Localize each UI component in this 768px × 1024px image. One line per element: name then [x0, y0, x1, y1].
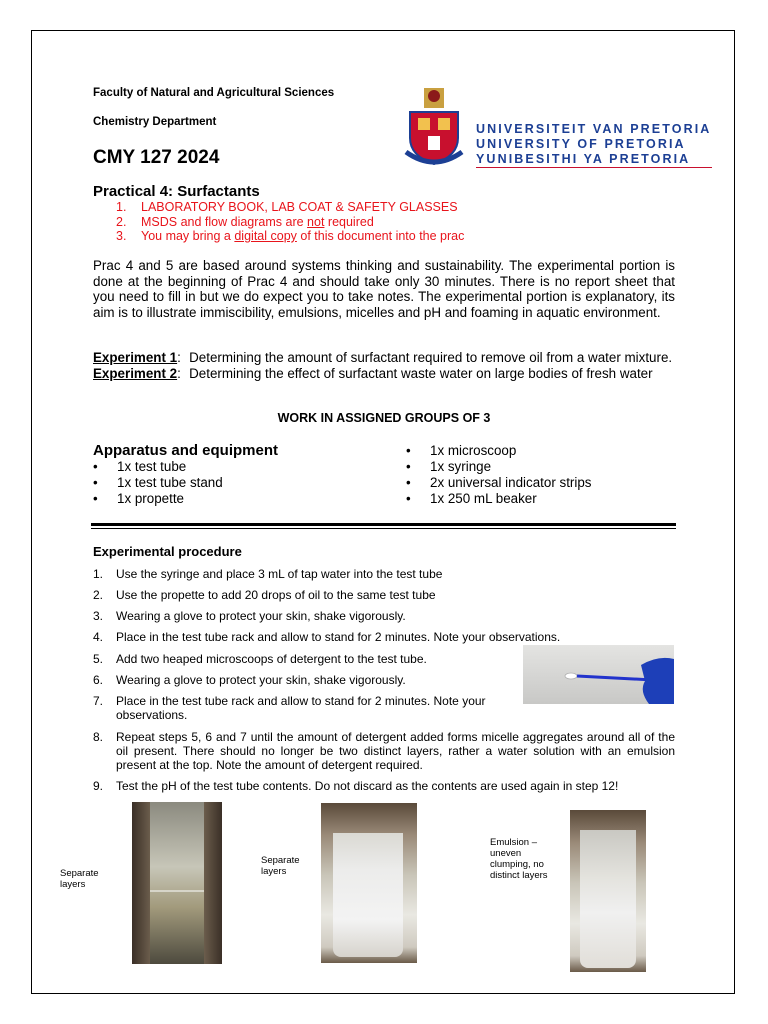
experiment-label: Experiment 2 — [93, 365, 178, 381]
note-emphasis: not — [307, 214, 325, 229]
procedure-step — [93, 630, 675, 644]
step-number: 4. — [93, 630, 104, 644]
note-text: MSDS and flow diagrams are — [141, 214, 308, 229]
note-number: 3. — [116, 229, 127, 243]
section-divider-thick — [91, 523, 676, 526]
step-text: Wearing a glove to protect your skin, shake vigorously. — [116, 673, 406, 687]
note-text: You may bring a — [141, 229, 235, 243]
procedure-step — [93, 652, 513, 666]
university-crest-icon — [404, 86, 464, 168]
apparatus-item-label: 2x universal indicator strips — [430, 475, 592, 490]
step-text: Use the syringe and place 3 mL of tap water into the test tube — [116, 567, 443, 581]
apparatus-list-left — [93, 459, 223, 507]
microscoop-photo — [523, 645, 674, 704]
note-item — [116, 200, 464, 215]
section-divider-thin — [91, 528, 676, 529]
note-item — [116, 229, 464, 244]
intro-paragraph: Prac 4 and 5 are based around systems thinking and sustainability. The experimental portion is done at the beginning of Prac 4 and should take only 30 minutes. There is no report sheet that you need to fill in but we do expect you to take notes. The experimental portion is explanatory, its aim is to illustrate immiscibility, emulsions, micelles and pH and foaming in aquatic environment. — [93, 258, 675, 320]
procedure-step — [93, 730, 675, 772]
apparatus-item-label: 1x propette — [117, 491, 184, 506]
practical-title: Practical 4: Surfactants — [93, 183, 260, 200]
step-text: Repeat steps 5, 6 and 7 until the amount of detergent added forms micelle aggregates around all of the oil present. There should no longer be two distinct layers, rather a water solution with an emulsion present at the top. Note the amount of detergent required. — [116, 730, 675, 772]
step-text: Place in the test tube rack and allow to stand for 2 minutes. Note your observations. — [116, 694, 486, 722]
step-text: Wearing a glove to protect your skin, shake vigorously. — [116, 609, 406, 623]
step-number: 3. — [93, 609, 104, 623]
apparatus-item: • 1x microscoop — [406, 443, 517, 458]
step-number: 7. — [93, 694, 104, 708]
step-number: 6. — [93, 673, 104, 687]
logo-underline — [476, 167, 712, 168]
step-number: 5. — [93, 652, 104, 666]
procedure-step — [93, 588, 675, 602]
experiment-colon: : — [177, 350, 181, 365]
apparatus-item-label: 1x microscoop — [430, 443, 517, 458]
experiment-1 — [93, 350, 675, 366]
apparatus-item-label: 1x test tube — [117, 459, 187, 474]
note-number: 2. — [116, 214, 127, 229]
apparatus-item: • 1x test tube stand — [93, 475, 223, 490]
photo-caption: Separate layers — [261, 855, 300, 877]
apparatus-item-label: 1x 250 mL beaker — [430, 491, 537, 506]
photo-caption: Separate layers — [60, 868, 99, 890]
test-tube-photo-emulsion — [570, 810, 646, 972]
procedure-heading: Experimental procedure — [93, 544, 242, 559]
note-number: 1. — [116, 200, 127, 214]
procedure-step — [93, 779, 675, 793]
practical-notes — [116, 200, 464, 244]
apparatus-item-label: 1x test tube stand — [117, 475, 223, 490]
experiment-label: Experiment 1 — [93, 350, 178, 365]
procedure-step — [93, 567, 675, 581]
note-text: of this document into the prac — [296, 229, 465, 243]
note-text: required — [324, 214, 374, 229]
photo-caption: Emulsion – uneven clumping, no distinct layers — [490, 837, 548, 881]
experiment-2 — [93, 366, 675, 382]
test-tube-photo-separate-layers — [132, 802, 222, 964]
apparatus-item: • 1x syringe — [406, 459, 492, 474]
apparatus-list-right — [406, 443, 592, 507]
experiment-colon: : — [177, 365, 181, 381]
step-number: 2. — [93, 588, 104, 602]
university-line-afrikaans: UNIVERSITEIT VAN PRETORIA — [476, 122, 712, 136]
note-text: LABORATORY BOOK, LAB COAT & SAFETY GLASSES — [141, 200, 458, 214]
step-number: 9. — [93, 779, 104, 793]
apparatus-item: • 1x 250 mL beaker — [406, 491, 537, 506]
groups-heading: WORK IN ASSIGNED GROUPS OF 3 — [277, 411, 491, 425]
course-title: CMY 127 2024 — [93, 147, 220, 168]
department-name: Chemistry Department — [93, 116, 217, 128]
step-text: Test the pH of the test tube contents. Do not discard as the contents are used again in step 12! — [116, 779, 619, 793]
apparatus-item: • 2x universal indicator strips — [406, 475, 592, 490]
experiment-text: Determining the effect of surfactant waste water on large bodies of fresh water — [189, 365, 653, 381]
university-line-sepedi: YUNIBESITHI YA PRETORIA — [476, 152, 691, 166]
apparatus-item: • 1x propette — [93, 491, 184, 506]
note-item — [116, 215, 464, 230]
apparatus-heading: Apparatus and equipment — [93, 442, 279, 459]
procedure-step — [93, 694, 521, 722]
step-text: Place in the test tube rack and allow to stand for 2 minutes. Note your observations. — [116, 630, 561, 644]
experiments-list — [93, 350, 675, 381]
test-tube-photo-foam — [321, 803, 417, 963]
university-line-english: UNIVERSITY OF PRETORIA — [476, 137, 686, 151]
apparatus-item-label: 1x syringe — [430, 459, 492, 474]
step-text: Use the propette to add 20 drops of oil to the same test tube — [116, 588, 436, 602]
procedure-step — [93, 673, 513, 687]
experiment-text: Determining the amount of surfactant required to remove oil from a water mixture. — [189, 350, 673, 365]
note-emphasis: digital copy — [234, 229, 297, 243]
step-number: 1. — [93, 567, 104, 581]
faculty-name: Faculty of Natural and Agricultural Sciences — [93, 87, 335, 99]
apparatus-item: • 1x test tube — [93, 459, 187, 474]
university-name — [476, 122, 711, 167]
step-number: 8. — [93, 730, 104, 744]
step-text: Add two heaped microscoops of detergent to the test tube. — [116, 652, 427, 666]
procedure-step — [93, 609, 675, 623]
